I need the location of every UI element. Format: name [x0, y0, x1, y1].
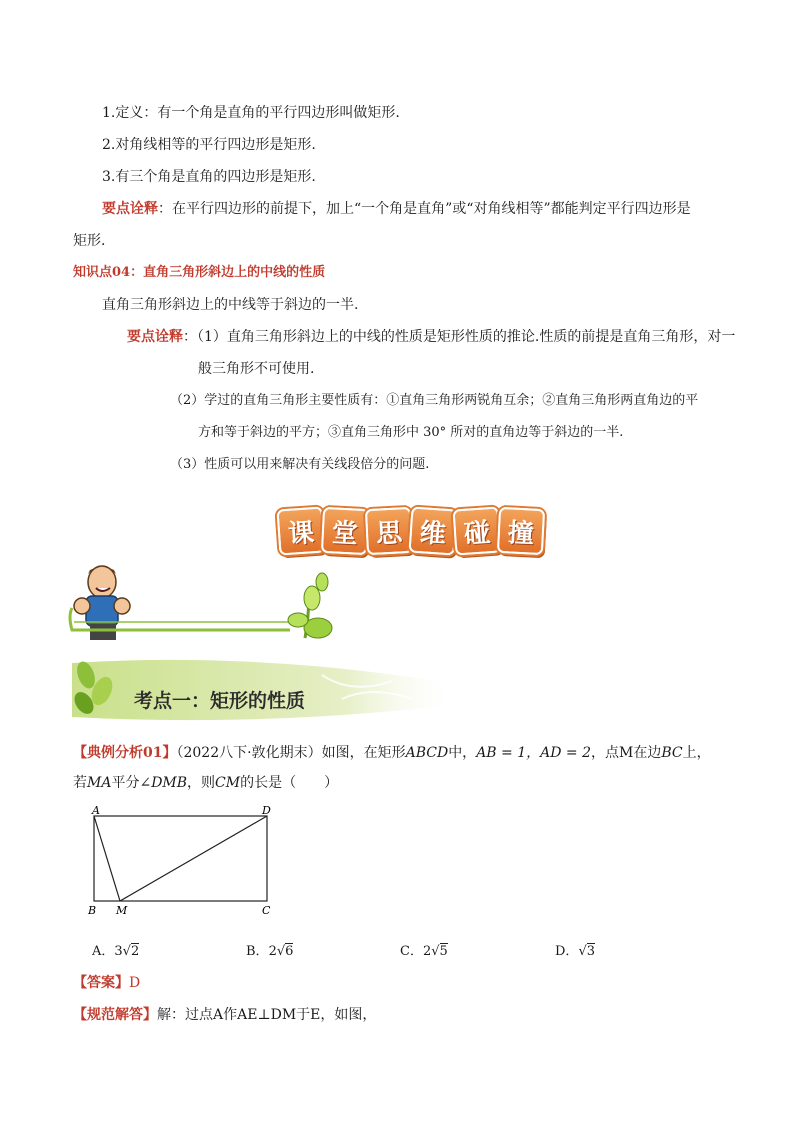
math-symbol: DMB	[151, 775, 188, 791]
segment-am	[94, 816, 120, 901]
choice-c[interactable]	[400, 940, 448, 959]
example-text: ，点M在边	[591, 745, 662, 761]
choice-coefficient: 2	[268, 944, 277, 959]
rectangle-abcd	[94, 816, 267, 901]
key-note-2-item-3: （3）性质可以用来解决有关线段倍分的问题.	[170, 457, 430, 472]
choice-radicand: 3	[586, 944, 596, 959]
sqrt-icon: √	[431, 944, 440, 959]
choice-coefficient: 3	[114, 944, 123, 959]
example-text: 的长是（ ）	[240, 775, 339, 791]
key-note-2-item-2: （2）学过的直角三角形主要性质有：①直角三角形两锐角互余；②直角三角形两直角边的平	[170, 393, 699, 408]
key-note-1-cont: 矩形.	[73, 233, 106, 249]
segment-md	[120, 816, 267, 901]
banner-char: 课	[276, 506, 325, 555]
key-note-text: ：在平行四边形的前提下，加上“一个角是直角”或“对角线相等”都能判定平行四边形是	[158, 201, 691, 217]
banner-char: 碰	[452, 506, 501, 555]
example-text: 平分∠	[111, 775, 152, 791]
vertex-label-c: C	[262, 904, 271, 917]
choice-coefficient: 2	[422, 944, 432, 959]
example-line-1	[73, 743, 711, 763]
answer-label: 【答案】	[73, 975, 129, 991]
math-symbol: MA	[87, 775, 112, 791]
math-symbol: BC	[661, 745, 683, 761]
key-note-text: ：（1）直角三角形斜边上的中线的性质是矩形性质的推论.性质的前提是直角三角形，对一	[183, 329, 736, 345]
sqrt-icon: √	[578, 944, 587, 959]
rectangle-figure	[82, 804, 282, 922]
banner-char: 撞	[497, 507, 545, 555]
example-label: 【典例分析01】	[73, 745, 177, 761]
choice-b[interactable]	[246, 940, 293, 959]
key-note-2-item-2-cont: 方和等于斜边的平方；③直角三角形中 30° 所对的直角边等于斜边的一半.	[198, 425, 624, 440]
classroom-banner	[270, 508, 540, 556]
knowledge-point-heading: 知识点04：直角三角形斜边上的中线的性质	[73, 265, 326, 280]
vertex-label-b: B	[88, 904, 97, 917]
answer-value: D	[129, 975, 141, 991]
vertex-label-m: M	[116, 904, 128, 917]
key-note-label: 要点诠释	[102, 201, 158, 217]
banner-char: 思	[365, 507, 413, 555]
example-line-2	[73, 773, 338, 793]
choice-a[interactable]	[92, 940, 139, 959]
math-symbol: AB = 1，	[476, 745, 541, 761]
example-text: 中，	[448, 745, 477, 761]
choice-letter: D．	[555, 944, 579, 959]
sqrt-icon: √	[276, 944, 286, 959]
key-note-label: 要点诠释	[127, 329, 183, 345]
topic-title: 考点一：矩形的性质	[134, 690, 306, 712]
vertex-label-a: A	[92, 804, 100, 817]
vertex-label-d: D	[262, 804, 271, 817]
math-symbol: CM	[215, 775, 241, 791]
math-symbol: ABCD	[405, 745, 449, 761]
choice-letter: C．	[400, 944, 423, 959]
definition-item-1: 1.定义：有一个角是直角的平行四边形叫做矩形.	[102, 105, 400, 121]
example-text: 若	[73, 775, 87, 791]
example-text: ，则	[187, 775, 216, 791]
solution-line	[73, 1005, 376, 1025]
theorem-statement: 直角三角形斜边上的中线等于斜边的一半.	[102, 297, 359, 313]
key-note-2-item-1-cont: 般三角形不可使用.	[198, 361, 315, 377]
key-note-2-item-1	[127, 327, 735, 347]
cartoon-decoration	[60, 560, 340, 650]
banner-char: 堂	[321, 507, 369, 555]
choice-radicand: 5	[439, 944, 448, 959]
example-text: 上，	[682, 745, 711, 761]
math-symbol: AD = 2	[540, 745, 591, 761]
sqrt-icon: √	[122, 944, 131, 959]
solution-label: 【规范解答】	[73, 1007, 157, 1023]
key-note-1	[102, 199, 691, 219]
definition-item-3: 3.有三个角是直角的四边形是矩形.	[102, 169, 316, 185]
example-text: （2022八下·敦化期末）如图，在矩形	[176, 745, 406, 761]
choice-letter: A．	[92, 944, 115, 959]
choice-radicand: 6	[285, 944, 294, 959]
choice-letter: B．	[246, 944, 269, 959]
plant-icon	[288, 573, 332, 638]
banner-char: 维	[408, 506, 457, 555]
solution-text: 解：过点A作AE⊥DM于E，如图，	[157, 1007, 377, 1023]
definition-item-2: 2.对角线相等的平行四边形是矩形.	[102, 137, 316, 153]
choice-d[interactable]	[555, 940, 595, 959]
answer-line	[73, 972, 140, 992]
choice-radicand: 2	[130, 944, 140, 959]
